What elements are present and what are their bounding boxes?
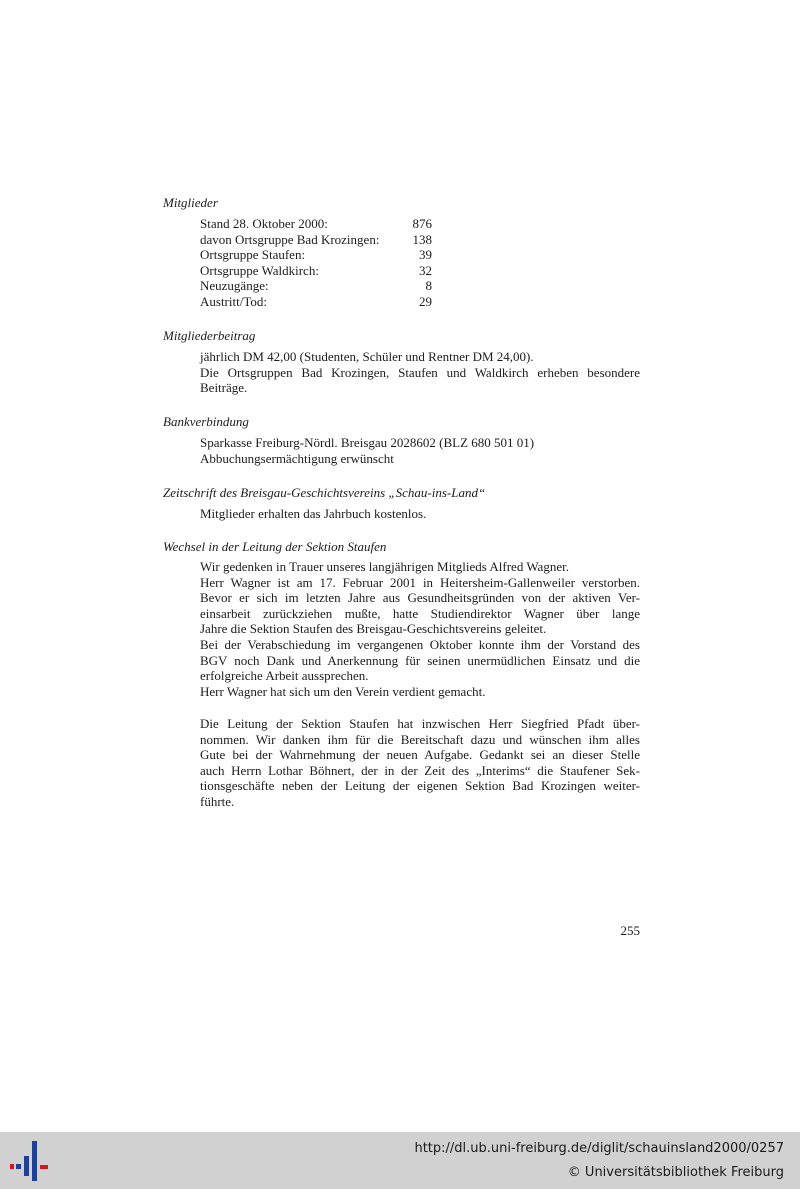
member-stat-value: 32 (419, 262, 432, 278)
text-line: Die Leitung der Sektion Staufen hat inzwischen Herr Siegfried Pfadt über- (200, 716, 640, 731)
wechsel-paragraph-2 (200, 716, 640, 810)
member-stat-row (200, 263, 432, 279)
text-line: Gute bei der Wahrnehmung der neuen Aufgabe. Gedankt sei an dieser Stelle (200, 747, 640, 763)
text-line: auch Herrn Lothar Böhnert, der in der Zeit des „Interims“ die Staufener Sek- (200, 762, 640, 778)
text-line: Abbuchungsermächtigung erwünscht (200, 450, 394, 466)
copyright-notice: © Universitätsbibliothek Freiburg (567, 1165, 784, 1180)
member-stat-label: Stand 28. Oktober 2000: (200, 216, 328, 231)
member-stat-label: davon Ortsgruppe Bad Krozingen: (200, 231, 380, 247)
member-stat-row (200, 294, 432, 310)
member-stats (200, 216, 640, 310)
member-stat-label: Ortsgruppe Waldkirch: (200, 262, 319, 278)
document-url-link[interactable]: http://dl.ub.uni-freiburg.de/diglit/schauinsland2000/0257 (414, 1141, 784, 1156)
zeitschrift-text (200, 506, 640, 522)
member-stat-row (200, 216, 432, 232)
text-line: jährlich DM 42,00 (Studenten, Schüler und Rentner DM 24,00). (200, 349, 534, 364)
member-stat-row (200, 278, 432, 294)
section-heading-mitglieder: Mitglieder (163, 195, 218, 210)
text-line: nommen. Wir danken ihm für die Bereitschaft dazu und wünschen ihm alles (200, 731, 640, 747)
text-line: Herr Wagner ist am 17. Februar 2001 in Heitersheim-Gallenweiler verstorben. (200, 574, 640, 590)
member-stat-value: 876 (412, 216, 432, 231)
text-line: Mitglieder erhalten das Jahrbuch kostenlos. (200, 506, 427, 521)
member-stat-row (200, 247, 432, 263)
text-line: Herr Wagner hat sich um den Verein verdient gemacht. (200, 683, 486, 699)
member-stat-label: Ortsgruppe Staufen: (200, 247, 306, 263)
text-line: Die Ortsgruppen Bad Krozingen, Staufen und Waldkirch erheben besondere (200, 364, 640, 380)
text-line: einsarbeit zurückziehen mußte, hatte Studiendirektor Wagner über lange (200, 605, 640, 621)
beitrag-text (200, 349, 640, 396)
page-number: 255 (620, 923, 640, 938)
member-stat-label: Neuzugänge: (200, 278, 269, 294)
section-heading-bank: Bankverbindung (163, 414, 249, 429)
member-stat-value: 39 (419, 247, 432, 263)
bank-text (200, 435, 640, 466)
text-line: Sparkasse Freiburg-Nördl. Breisgau 2028602 (BLZ 680 501 01) (200, 435, 535, 450)
text-line: erfolgreiche Arbeit aussprechen. (200, 668, 369, 684)
section-heading-zeitschrift: Zeitschrift des Breisgau-Geschichtsvereins „Schau-ins-Land“ (163, 485, 486, 500)
member-stat-value: 138 (412, 231, 432, 247)
section-heading-beitrag: Mitgliederbeitrag (163, 328, 256, 343)
member-stat-row (200, 232, 432, 248)
text-line: tionsgeschäfte neben der Leitung der eigenen Sektion Bad Krozingen weiter- (200, 778, 640, 794)
text-line: Bevor er sich im letzten Jahre aus Gesundheitsgründen von der aktiven Ver- (200, 590, 640, 606)
text-line: Beiträge. (200, 380, 248, 396)
text-line: Jahre die Sektion Staufen des Breisgau-Geschichtsvereins geleitet. (200, 621, 547, 637)
section-heading-wechsel: Wechsel in der Leitung der Sektion Staufen (163, 539, 387, 554)
viewer-footer (0, 1132, 800, 1189)
text-line: Wir gedenken in Trauer unseres langjährigen Mitglieds Alfred Wagner. (200, 559, 569, 574)
text-line: führte. (200, 793, 235, 809)
member-stat-value: 29 (419, 293, 432, 309)
wechsel-paragraph-1 (200, 559, 640, 699)
member-stat-label: Austritt/Tod: (200, 293, 267, 309)
text-line: Bei der Verabschiedung im vergangenen Oktober konnte ihm der Vorstand des (200, 636, 640, 652)
ub-freiburg-logo-icon[interactable] (10, 1141, 50, 1181)
member-stat-value: 8 (425, 278, 432, 294)
text-line: BGV noch Dank und Anerkennung für seinen unermüdlichen Einsatz und die (200, 652, 640, 668)
